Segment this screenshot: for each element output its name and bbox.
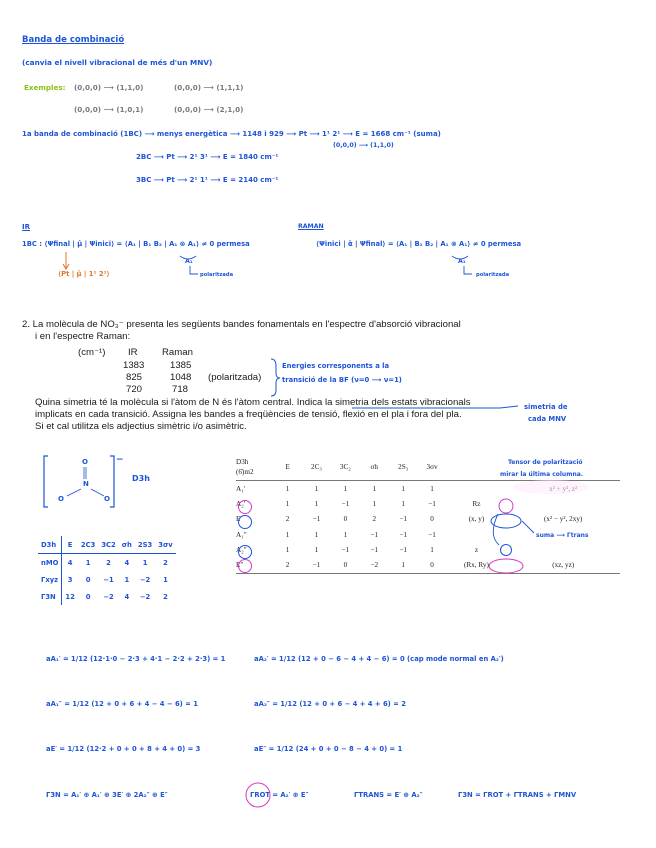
example-1: (0,0,0) ⟶ (1,1,0)	[74, 83, 144, 92]
molecule-oxygen-right: O	[104, 495, 110, 503]
gamma-value: 2	[163, 592, 168, 601]
highlight-e-double-prime	[239, 560, 252, 573]
character-value: 0	[418, 557, 447, 573]
char-table-header: σh	[360, 454, 389, 481]
gamma-value: 4	[124, 592, 130, 601]
character-value: 2	[372, 515, 377, 524]
reduction-a1-prime: aA₁′ = 1/12 (12·1·0 − 2·3 + 4·1 − 2·2 + 2·3) = 1	[46, 655, 226, 663]
character-value: 1	[372, 484, 377, 493]
band-raman-value: 1048	[170, 372, 192, 383]
character-value: 1	[343, 530, 348, 539]
example-3: (0,0,0) ⟶ (1,0,1)	[74, 105, 144, 114]
gamma-value: 12	[65, 592, 75, 601]
reduction-a1-double-prime: aA₁″ = 1/12 (12 + 0 + 6 + 4 − 4 − 6) = 1	[46, 700, 198, 708]
character-value: 1	[401, 484, 405, 493]
quadratic-highlight	[513, 480, 589, 494]
band-raman-value: 718	[172, 384, 189, 395]
gamma-value: 3	[67, 575, 73, 584]
char-table-header: 3C₂	[331, 454, 360, 481]
character-value: −1	[302, 557, 331, 573]
gamma-value: 1	[85, 558, 91, 567]
ir-polarized-note: polaritzada	[200, 272, 234, 278]
char-table-header: E	[273, 454, 302, 481]
gamma-table-header: 2C3	[78, 536, 98, 554]
reduction-e-prime: aE′ = 1/12 (12·2 + 0 + 0 + 8 + 4 + 0) = 3	[46, 745, 201, 753]
band-ir-value: 1383	[123, 360, 145, 371]
band-raman-value: 1385	[170, 360, 192, 371]
highlight-a2-prime	[239, 501, 252, 514]
irrep-label: A₁″	[236, 530, 247, 539]
highlight-gamma-rot	[246, 783, 270, 807]
example-2: (0,0,0) ⟶ (1,1,1)	[174, 83, 244, 92]
character-value: −1	[428, 499, 436, 508]
gamma-table-header: D3h	[38, 536, 62, 554]
side-note-line-2: cada MNV	[528, 415, 567, 423]
character-value: 1	[285, 545, 290, 554]
character-value: 2	[285, 515, 290, 524]
character-value: −1	[428, 530, 436, 539]
gamma-row-label: Γ3N	[38, 588, 62, 605]
quadratic-functions: (xz, yz)	[506, 557, 620, 573]
first-combination-band-line: 1a banda de combinació (1BC) ⟶ menys energètica ⟶ 1148 i 929 ⟶ Pt ⟶ 1¹ 2¹ ⟶ E = 1668 cm⁻¹ (suma)	[22, 130, 441, 138]
character-value: 0	[331, 557, 360, 573]
raman-polarized-note: polaritzada	[476, 272, 510, 278]
character-value: 0	[343, 515, 348, 524]
gamma-value: −2	[139, 575, 151, 584]
third-combination-band-line: 3BC ⟶ Pt ⟶ 2¹ 1¹ ⟶ E = 2140 cm⁻¹	[136, 176, 279, 184]
character-value: −1	[399, 530, 407, 539]
molecule-charge: −	[116, 455, 124, 465]
problem-line-2: i en l'espectre Raman:	[35, 331, 131, 342]
character-value: −1	[370, 545, 379, 554]
character-value: 0	[430, 515, 434, 524]
character-value: 1	[314, 484, 319, 493]
character-value: −1	[399, 515, 407, 524]
reduction-e-double-prime: aE″ = 1/12 (24 + 0 + 0 − 8 − 4 + 0) = 1	[254, 745, 403, 753]
quadratic-functions: (x² − y², 2xy)	[544, 515, 583, 524]
molecule-point-group: D3h	[132, 474, 150, 483]
character-value: 1	[430, 545, 434, 554]
molecule-right-bracket	[110, 456, 114, 507]
character-value: 1	[314, 499, 319, 508]
tensor-note-line-1: Tensor de polarització	[508, 459, 583, 466]
character-value: 1	[389, 557, 418, 573]
character-value: 1	[430, 484, 434, 493]
character-value: 1	[285, 530, 290, 539]
gamma-row-label: nMO	[38, 554, 62, 572]
gamma-value: 2	[163, 558, 168, 567]
linear-functions: (x, y)	[468, 515, 485, 524]
reduction-a2-double-prime: aA₂″ = 1/12 (12 + 0 + 6 − 4 + 4 + 6) = 2	[254, 700, 406, 708]
molecule-left-bracket	[44, 456, 48, 507]
question-line-1: Quina simetria té la molècula si l'àtom de N és l'àtom central. Indica la simetria dels estats vibracionals	[35, 397, 471, 408]
band-ir-value: 720	[126, 384, 143, 395]
character-value: 1	[372, 499, 377, 508]
molecule-double-bond	[84, 467, 86, 479]
molecule-oxygen-left: O	[58, 495, 64, 503]
character-value: 1	[401, 499, 405, 508]
linear-functions: z	[474, 545, 479, 554]
gamma-table-header: σh	[119, 536, 135, 554]
ir-label: IR	[22, 223, 30, 231]
first-combination-band-sub: (0,0,0) ⟶ (1,1,0)	[333, 142, 394, 149]
side-note-arrow	[500, 406, 518, 408]
example-4: (0,0,0) ⟶ (2,1,0)	[174, 105, 244, 114]
char-table-header: 2S₃	[389, 454, 418, 481]
band-ir-value: 825	[126, 372, 143, 383]
irrep-label: E′	[236, 515, 242, 524]
gamma-value: 1	[124, 575, 130, 584]
molecule-bond-right	[91, 489, 104, 496]
gamma-sum-relation: Γ3N = ΓROT + ΓTRANS + ΓMNV	[458, 791, 577, 799]
molecule-nitrogen: N	[83, 480, 89, 488]
gamma-3n-result: Γ3N = A₁′ ⊕ A₁′ ⊕ 3E′ ⊕ 2A₂″ ⊕ E″	[46, 791, 168, 799]
gamma-value: −2	[139, 592, 151, 601]
raman-a1-label: A₁	[458, 258, 466, 265]
suma-bracket	[493, 514, 499, 545]
gamma-value: 0	[85, 592, 91, 601]
second-combination-band-line: 2BC ⟶ Pt ⟶ 2¹ 3¹ ⟶ E = 1840 cm⁻¹	[136, 153, 279, 161]
highlight-a2-double-prime	[239, 546, 252, 559]
character-value: −1	[341, 545, 350, 554]
irrep-label: E″	[236, 557, 273, 573]
suma-note: suma ⟶ Γtrans	[536, 532, 589, 539]
char-table-subgroup: (6̄)m2	[236, 468, 254, 476]
character-value: 1	[314, 530, 319, 539]
ir-pt-expression: ⟨Pt | μ̂ | 1¹ 2¹⟩	[58, 270, 110, 278]
character-value: −1	[341, 499, 350, 508]
gamma-table-header: E	[62, 536, 78, 554]
gamma-table-header: 2S3	[135, 536, 155, 554]
character-value: −1	[399, 545, 407, 554]
character-value: 1	[314, 545, 319, 554]
gamma-value: 1	[163, 575, 168, 584]
molecule-oxygen-top: O	[82, 458, 88, 466]
gamma-value: 1	[142, 558, 148, 567]
ir-polarized-pointer	[190, 266, 198, 274]
raman-label: RAMAN	[298, 223, 324, 230]
gamma-rot-result: ΓROT = A₂′ ⊕ E″	[250, 791, 309, 799]
suma-arrow	[522, 521, 534, 533]
character-value: 1	[285, 499, 290, 508]
irrep-label: A₂″	[236, 545, 247, 554]
gamma-value: 0	[85, 575, 91, 584]
highlight-z	[501, 545, 512, 556]
raman-brace	[452, 256, 468, 259]
ir-transition-expression: 1BC : ⟨Ψfinal | μ̂ | Ψinici⟩ = ⟨A₁ | B₁ B₂ | A₁ ⊗ A₁⟩ ≠ 0 permesa	[22, 240, 250, 248]
examples-label: Exemples:	[24, 83, 66, 92]
side-note-line-1: simetria de	[524, 403, 568, 411]
gamma-value: 4	[124, 558, 130, 567]
character-value: −1	[312, 515, 321, 524]
question-line-3: Si et cal utilitza els adjectius simètric i/o asimètric.	[35, 421, 247, 432]
band-polarized-note: (polaritzada)	[208, 372, 262, 383]
linear-functions: (Rx, Ry)	[447, 557, 507, 573]
question-line-2: implicats en cada transició. Assigna les bandes a freqüències de tensió, flexió en el pla i fora del pla.	[35, 409, 462, 420]
gamma-value: 2	[106, 558, 111, 567]
gamma-trans-result: ΓTRANS = E′ ⊕ A₂″	[354, 791, 423, 799]
char-table-group: D3h	[236, 458, 249, 466]
brace-note-line-2: transició de la BF (ν=0 ⟶ ν=1)	[282, 376, 402, 384]
energies-brace	[271, 359, 280, 396]
char-table-header: 2C₃	[302, 454, 331, 481]
raman-transition-expression: ⟨Ψinici | α̂ | Ψfinal⟩ = ⟨A₁ | B₁ B₂ | A₁ ⊗ A₁⟩ ≠ 0 permesa	[316, 240, 522, 248]
ir-brace	[180, 256, 196, 259]
highlight-e-prime	[239, 516, 252, 529]
highlight-rz	[499, 499, 513, 513]
irrep-label: A₂′	[236, 499, 246, 508]
unit-label: (cm⁻¹)	[78, 347, 106, 358]
ir-column-header: IR	[128, 347, 138, 358]
gamma-table-header: 3C2	[98, 536, 118, 554]
reduction-a2-prime: aA₂′ = 1/12 (12 + 0 − 6 − 4 + 4 − 6) = 0 (cap mode normal en A₂′)	[254, 655, 504, 663]
gamma-row-label: Γxyz	[38, 571, 62, 588]
gamma-table-header: 3σv	[155, 536, 175, 554]
brace-note-line-1: Energies corresponents a la	[282, 362, 390, 370]
raman-column-header: Raman	[162, 347, 193, 358]
character-value: 1	[343, 484, 348, 493]
section-title: Banda de combinació	[22, 35, 125, 45]
highlight-rx-ry	[489, 559, 523, 573]
character-value: −2	[360, 557, 389, 573]
character-value: −1	[370, 530, 379, 539]
irrep-label: A₁′	[236, 484, 246, 493]
character-value: 1	[285, 484, 290, 493]
raman-polarized-pointer	[464, 266, 472, 274]
problem-line-1: 2. La molècula de NO₃⁻ presenta les següents bandes fonamentals en l'espectre d'absorció vibracional	[22, 319, 461, 330]
section-subtitle: (canvia el nivell vibracional de més d'un MNV)	[22, 58, 213, 67]
linear-functions: Rz	[472, 499, 481, 508]
molecule-bond-left	[67, 489, 81, 496]
gamma-value: 4	[67, 558, 73, 567]
gamma-value: −2	[103, 592, 114, 601]
tensor-note-line-2: mirar la última columna.	[500, 471, 584, 478]
gamma-value: −1	[103, 575, 114, 584]
char-table-header: 3σv	[418, 454, 447, 481]
ir-a1-label: A₁	[185, 258, 193, 265]
character-value: 2	[273, 557, 302, 573]
